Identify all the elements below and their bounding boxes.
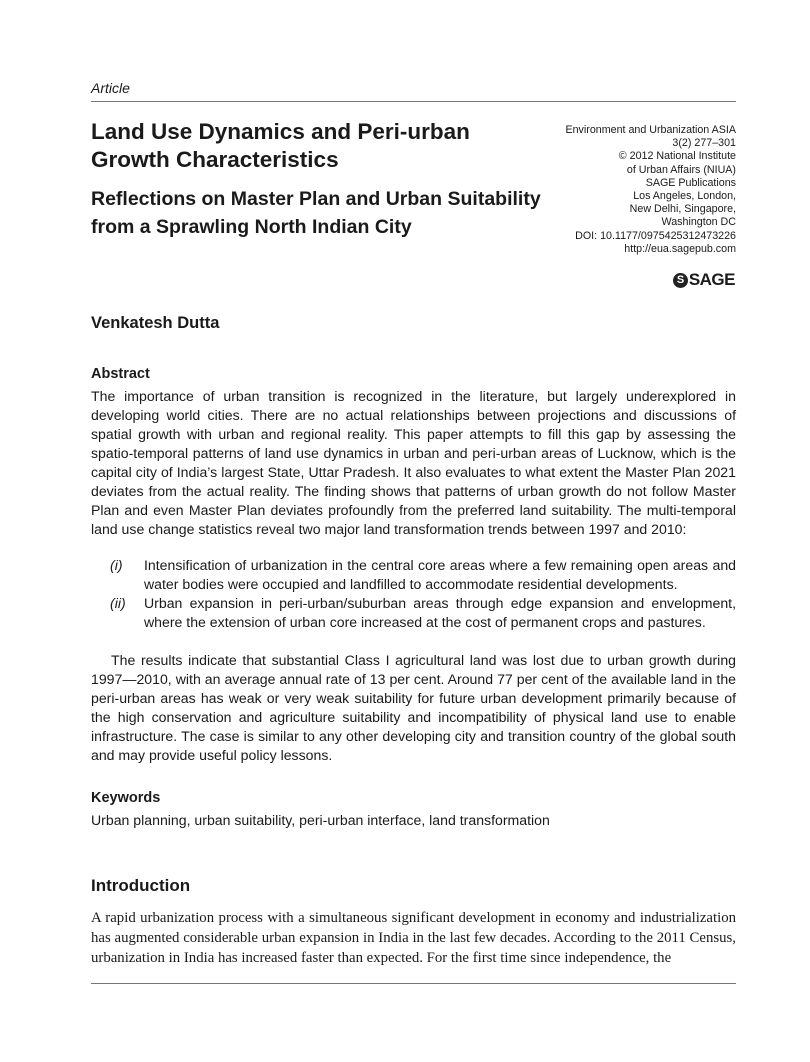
- journal-name: Environment and Urbanization ASIA: [565, 124, 736, 136]
- journal-locations-1: Los Angeles, London,: [633, 190, 736, 203]
- journal-copyright-holder: of Urban Affairs (NIUA): [626, 163, 736, 176]
- section-label: Article: [91, 80, 130, 96]
- abstract-list: [91, 556, 736, 632]
- list-item-text: Urban expansion in peri-urban/suburban areas through edge expansion and envelopment, where the extension of urban core increased at the cost of permanent crops and pastures.: [144, 595, 736, 630]
- sage-logo: [673, 270, 735, 290]
- abstract-paragraph-2: The results indicate that substantial Class I agricultural land was lost due to urban growth during 1997—2010, with an average annual rate of 13 per cent. Around 77 per cent of the available land in the peri-urban areas has weak or very weak suitability for future urban development primarily because of the high conservation and agriculture suitability and incompatibility of physical land use to enable infrastructure. The case is similar to any other developing city and transition country of the global south and may provide useful policy lessons.: [91, 652, 736, 763]
- journal-volume: 3(2) 277–301: [672, 137, 736, 150]
- introduction-text: A rapid urbanization process with a simultaneous significant development in economy and industrialization has augmented considerable urban expansion in India in the last few decades. According to the 2011 Census, urbanization in India has increased faster than expected. For the first time since independence, the: [91, 910, 736, 966]
- introduction-heading: Introduction: [91, 876, 191, 895]
- journal-locations-2: New Delhi, Singapore,: [629, 203, 736, 216]
- list-item-text: Intensification of urbanization in the central core areas where a few remaining open areas and water bodies were occupied and landfilled to accommodate residential developments.: [144, 557, 736, 592]
- keywords-heading: Keywords: [91, 790, 161, 806]
- list-item: [91, 556, 736, 594]
- journal-doi: DOI: 10.1177/0975425312473226: [575, 229, 736, 242]
- abstract-heading: Abstract: [91, 366, 150, 382]
- keywords-text: Urban planning, urban suitability, peri-urban interface, land transformation: [91, 812, 550, 828]
- sage-logo-icon: S: [673, 273, 688, 288]
- journal-publisher: SAGE Publications: [645, 176, 736, 189]
- sage-logo-text: SAGE: [688, 270, 735, 289]
- journal-info: [496, 124, 736, 256]
- author-name: Venkatesh Dutta: [91, 314, 220, 332]
- journal-copyright: © 2012 National Institute: [618, 150, 736, 163]
- journal-locations-3: Washington DC: [661, 216, 736, 229]
- footer-rule: [91, 983, 736, 984]
- article-title: Land Use Dynamics and Peri-urban Growth Characteristics: [91, 119, 470, 172]
- abstract-paragraph-1: The importance of urban transition is recognized in the literature, but largely underexplored in developing world cities. There are no actual relationships between projections and discussions of spatial growth with urban and regional reality. This paper attempts to fill this gap by assessing the spatio-temporal patterns of land use dynamics in urban and peri-urban areas of Lucknow, which is the capital city of India’s largest State, Uttar Pradesh. It also evaluates to what extent the Master Plan 2021 deviates from the actual reality. The finding shows that patterns of urban growth do not follow Master Plan and even Master Plan deviates profoundly from the preferred land suitability. The multi-temporal land use change statistics reveal two major land transformation trends between 1997 and 2010:: [91, 388, 736, 537]
- title-block: [91, 118, 541, 241]
- list-item-number: (ii): [110, 595, 126, 611]
- list-item: [91, 594, 736, 632]
- article-subtitle: Reflections on Master Plan and Urban Suitability from a Sprawling North Indian City: [91, 188, 541, 238]
- journal-url[interactable]: http://eua.sagepub.com: [624, 242, 736, 255]
- header-rule: [91, 101, 736, 102]
- list-item-number: (i): [110, 557, 123, 573]
